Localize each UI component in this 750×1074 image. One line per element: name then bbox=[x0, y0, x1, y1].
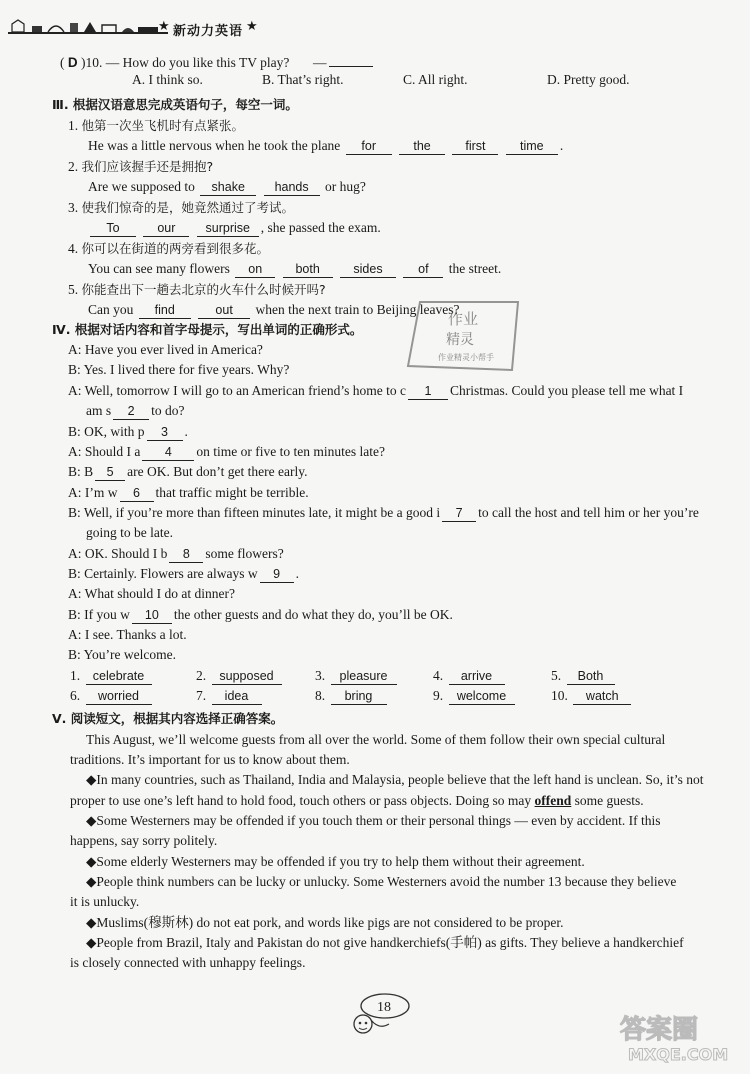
passage-line: is closely connected with unhappy feelings. bbox=[70, 955, 306, 970]
answer-blank: hands bbox=[264, 180, 320, 196]
answer-blank: shake bbox=[200, 180, 256, 196]
homework-stamp-icon bbox=[400, 296, 530, 376]
answer-blank: time bbox=[506, 139, 558, 155]
numbered-blank: 9 bbox=[260, 567, 294, 583]
s3-item-2-cn: 2. 我们应该握手还是拥抱? bbox=[68, 159, 214, 174]
dialog-line: A: Have you ever lived in America? bbox=[68, 342, 263, 357]
passage-line: ◆In many countries, such as Thailand, India and Malaysia, people believe that the left hand is unclean. So, it’s not bbox=[86, 772, 704, 787]
answer-blank: first bbox=[452, 139, 498, 155]
answer-item: 10. watch bbox=[551, 687, 633, 705]
passage-line: proper to use one’s left hand to hold food, touch others or pass objects. Doing so may offend some guests. bbox=[70, 793, 644, 808]
star-icon: ★ bbox=[246, 19, 258, 34]
dialog-line: A: What should I do at dinner? bbox=[68, 586, 235, 601]
answer-blank: surprise bbox=[197, 221, 259, 237]
answer-item: 5. Both bbox=[551, 667, 617, 685]
dialog-line: B: If you w 10 the other guests and do what they do, you’ll be OK. bbox=[68, 607, 453, 622]
svg-text:作业精灵小帮手: 作业精灵小帮手 bbox=[438, 353, 494, 362]
s3-item-2-en: Are we supposed to shake hands or hug? bbox=[88, 179, 366, 194]
numbered-blank: 5 bbox=[95, 465, 125, 481]
svg-text:作业: 作业 bbox=[448, 310, 479, 328]
s3-item-1-en: He was a little nervous when he took the plane for the first time . bbox=[88, 138, 564, 153]
numbered-blank: 1 bbox=[408, 384, 448, 400]
answer-blank: on bbox=[235, 262, 275, 278]
answer-item: 4. arrive bbox=[433, 667, 507, 685]
s3-item-3-cn: 3. 使我们惊奇的是，她竟然通过了考试。 bbox=[68, 200, 295, 215]
dialog-line: am s 2 to do? bbox=[86, 403, 185, 418]
svg-text:18: 18 bbox=[377, 1000, 391, 1015]
dialog-line: going to be late. bbox=[86, 525, 173, 540]
dialog-line: A: I’m w 6 that traffic might be terrible. bbox=[68, 485, 309, 500]
passage-line: ◆Some elderly Westerners may be offended if you try to help them without their agreement. bbox=[86, 854, 585, 869]
question-text: — How do you like this TV play? bbox=[105, 55, 290, 70]
emphasized-word: offend bbox=[534, 793, 572, 808]
s3-item-4-en: You can see many flowers on both sides of the street. bbox=[88, 261, 502, 276]
passage-line: ◆People from Brazil, Italy and Pakistan do not give handkerchiefs(手帕) as gifts. They believe a handkerchief bbox=[86, 935, 684, 950]
passage-line: ◆Some Westerners may be offended if you touch them or their personal things — even by accident. If this bbox=[86, 813, 661, 828]
passage-line: ◆Muslims(穆斯林) do not eat pork, and words like pigs are not considered to be proper. bbox=[86, 915, 564, 930]
numbered-blank: 3 bbox=[147, 425, 183, 441]
dialog-line: A: OK. Should I b 8 some flowers? bbox=[68, 546, 284, 561]
s3-item-1-cn: 1. 他第一次坐飞机时有点紧张。 bbox=[68, 118, 245, 133]
numbered-blank: 4 bbox=[142, 445, 194, 461]
dialog-line: B: Certainly. Flowers are always w 9 . bbox=[68, 566, 299, 581]
question-number: 10. bbox=[85, 55, 103, 70]
answer-item: 6. worried bbox=[70, 687, 154, 705]
answer-item: 3. pleasure bbox=[315, 667, 399, 685]
header-title: 新动力英语 bbox=[173, 24, 244, 39]
s3-item-5-en: Can you find out when the next train to Beijing leaves? bbox=[88, 302, 460, 317]
answer-blank: for bbox=[346, 139, 392, 155]
answer-blank: To bbox=[90, 221, 136, 237]
s3-item-4-cn: 4. 你可以在街道的两旁看到很多花。 bbox=[68, 241, 270, 256]
passage-line: it is unlucky. bbox=[70, 894, 140, 909]
option-c: C. All right. bbox=[403, 72, 468, 87]
page-number-badge bbox=[345, 990, 415, 1040]
answer-letter: D bbox=[67, 55, 78, 70]
answer-blank: of bbox=[403, 262, 443, 278]
answer-item: 7. idea bbox=[196, 687, 264, 705]
answer-blank: find bbox=[139, 303, 191, 319]
answer-blank: out bbox=[198, 303, 250, 319]
numbered-blank: 7 bbox=[442, 506, 476, 522]
passage-line: ◆People think numbers can be lucky or unlucky. Some Westerners avoid the number 13 because they believe bbox=[86, 874, 677, 889]
dialog-line: B: You’re welcome. bbox=[68, 647, 176, 662]
dialog-line: A: Well, tomorrow I will go to an American friend’s home to c 1 Christmas. Could you please tell me what I bbox=[68, 383, 684, 398]
answer-blank: sides bbox=[340, 262, 396, 278]
numbered-blank: 10 bbox=[132, 608, 172, 624]
numbered-blank: 8 bbox=[169, 547, 203, 563]
option-b: B. That’s right. bbox=[262, 72, 344, 87]
answer-blank: our bbox=[143, 221, 189, 237]
answer-blank: both bbox=[283, 262, 333, 278]
dialog-line: B: OK, with p 3 . bbox=[68, 424, 188, 439]
answer-item: 2. supposed bbox=[196, 667, 284, 685]
numbered-blank: 6 bbox=[120, 486, 154, 502]
svg-text:精灵: 精灵 bbox=[446, 332, 474, 348]
section-4-title: Ⅳ. 根据对话内容和首字母提示，写出单词的正确形式。 bbox=[52, 322, 363, 337]
watermark-logo bbox=[614, 1006, 744, 1066]
passage-line: happens, say sorry politely. bbox=[70, 833, 218, 848]
dialog-line: B: Yes. I lived there for five years. Why? bbox=[68, 362, 290, 377]
question-10: ( D )10. — How do you like this TV play? — bbox=[60, 54, 375, 72]
svg-text:答案圈: 答案圈 bbox=[620, 1015, 699, 1045]
answer-item: 9. welcome bbox=[433, 687, 517, 705]
dialog-line: A: Should I a 4 on time or five to ten minutes late? bbox=[68, 444, 385, 459]
header-decoration-icon bbox=[8, 18, 168, 38]
option-a: A. I think so. bbox=[132, 72, 203, 87]
dialog-line: B: Well, if you’re more than fifteen minutes late, it might be a good i 7 to call the host and tell him or her you’re bbox=[68, 505, 699, 520]
section-5-title: Ⅴ. 阅读短文，根据其内容选择正确答案。 bbox=[52, 711, 284, 726]
s3-item-5-cn: 5. 你能查出下一趟去北京的火车什么时候开吗? bbox=[68, 282, 326, 297]
passage-line: This August, we’ll welcome guests from all over the world. Some of them follow their own special cultural bbox=[86, 732, 666, 747]
passage-line: traditions. It’s important for us to know about them. bbox=[70, 752, 350, 767]
answer-blank: the bbox=[399, 139, 445, 155]
answer-item: 8. bring bbox=[315, 687, 389, 705]
svg-text:MXQE.COM: MXQE.COM bbox=[628, 1045, 729, 1064]
blank bbox=[329, 66, 373, 67]
page-header bbox=[8, 14, 742, 42]
reply-dash: — bbox=[313, 55, 327, 70]
answer-item: 1. celebrate bbox=[70, 667, 154, 685]
section-3-title: Ⅲ. 根据汉语意思完成英语句子，每空一词。 bbox=[52, 97, 298, 112]
numbered-blank: 2 bbox=[113, 404, 149, 420]
dialog-line: B: B 5 are OK. But don’t get there early. bbox=[68, 464, 308, 479]
dialog-line: A: I see. Thanks a lot. bbox=[68, 627, 187, 642]
star-icon: ★ bbox=[158, 19, 170, 34]
s3-item-3-en: To our surprise , she passed the exam. bbox=[88, 219, 381, 237]
option-d: D. Pretty good. bbox=[547, 72, 630, 87]
